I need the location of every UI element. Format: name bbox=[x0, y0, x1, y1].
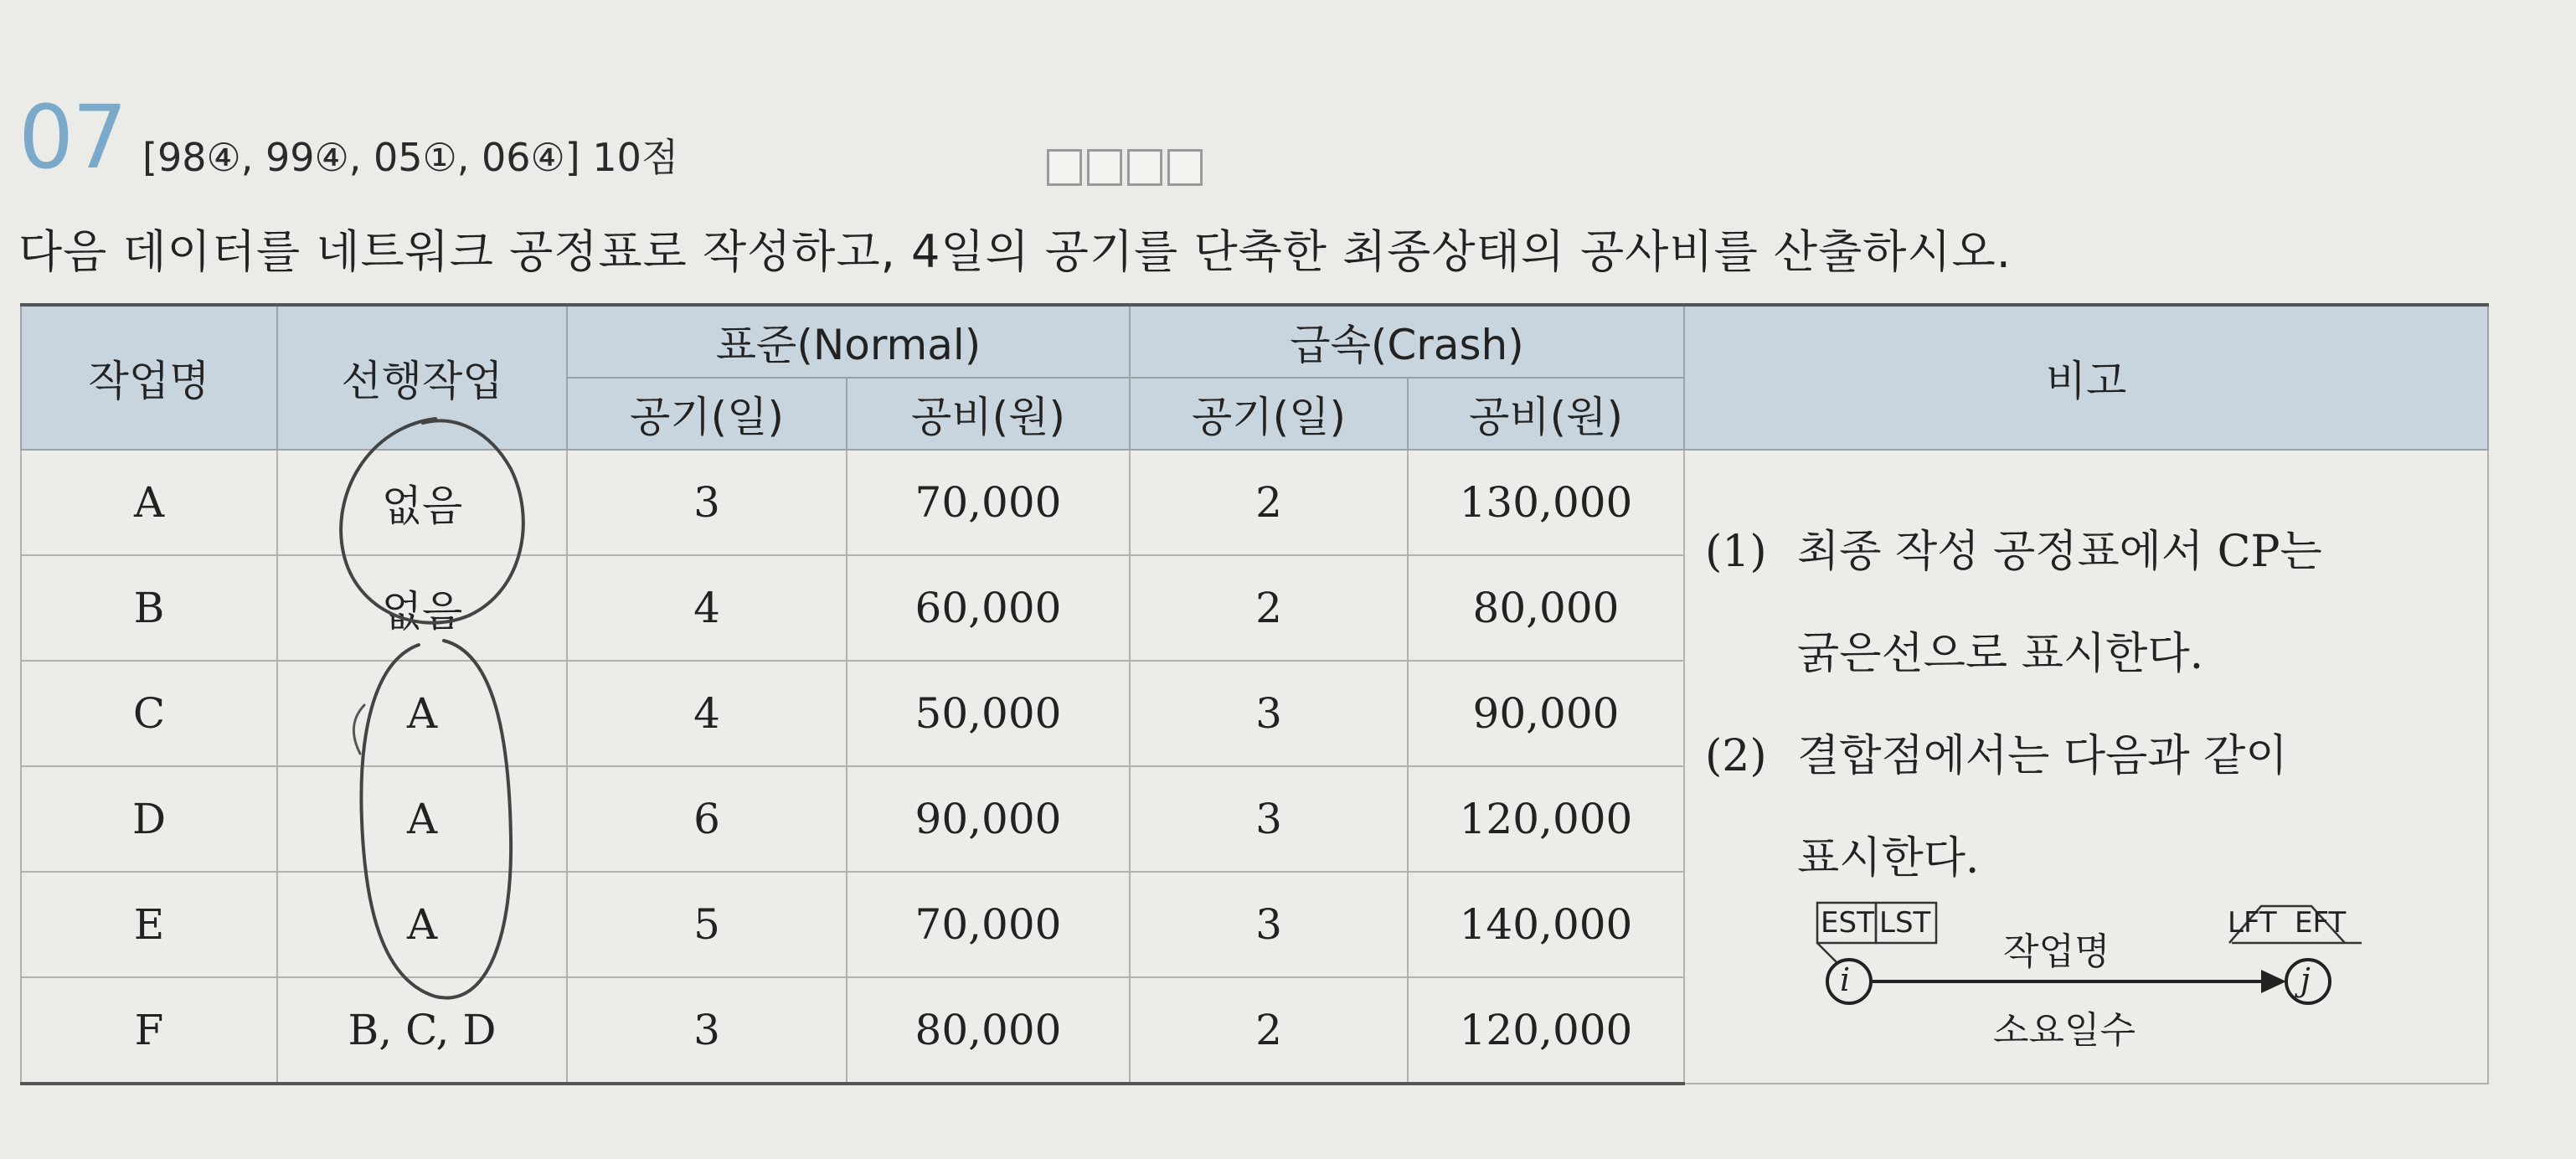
crash-cost-cell: 120,000 bbox=[1408, 977, 1684, 1084]
task-cell: A bbox=[21, 450, 277, 555]
crash-duration-cell: 3 bbox=[1130, 661, 1408, 766]
crash-duration-cell: 2 bbox=[1130, 977, 1408, 1084]
remark-number: (1) bbox=[1705, 527, 1767, 577]
remark-item bbox=[1705, 705, 2476, 807]
predecessor-cell: A bbox=[277, 872, 567, 977]
lst-label: LST bbox=[1879, 906, 1931, 940]
question-number: 07 bbox=[18, 86, 126, 188]
normal-cost-cell: 90,000 bbox=[847, 766, 1130, 872]
crash-cost-cell: 120,000 bbox=[1408, 766, 1684, 872]
node-notation-diagram bbox=[1708, 886, 2347, 1087]
task-cell: B bbox=[21, 555, 277, 661]
crash-duration-cell: 2 bbox=[1130, 555, 1408, 661]
remarks-list bbox=[1705, 501, 2476, 909]
header-crash-cost: 공비(원) bbox=[1408, 378, 1684, 450]
table-row bbox=[21, 450, 2488, 555]
header-crash: 급속(Crash) bbox=[1130, 305, 1684, 378]
activity-name-label: 작업명 bbox=[2003, 930, 2110, 973]
header-crash-duration: 공기(일) bbox=[1130, 378, 1408, 450]
review-checkbox[interactable] bbox=[1047, 149, 1082, 186]
notation-graphic bbox=[1708, 886, 2211, 1087]
crash-duration-cell: 2 bbox=[1130, 450, 1408, 555]
header-task: 작업명 bbox=[21, 305, 277, 450]
duration-label: 소요일수 bbox=[1993, 1009, 2136, 1052]
header-predecessor: 선행작업 bbox=[277, 305, 567, 450]
normal-cost-cell: 50,000 bbox=[847, 661, 1130, 766]
remark-text: 결합점에서는 다음과 같이 bbox=[1797, 731, 2288, 781]
task-cell: F bbox=[21, 977, 277, 1084]
normal-duration-cell: 3 bbox=[567, 450, 847, 555]
crash-duration-cell: 3 bbox=[1130, 766, 1408, 872]
predecessor-cell: 없음 bbox=[277, 555, 567, 661]
table-header-row bbox=[21, 305, 2488, 378]
eft-label: EFT bbox=[2295, 906, 2347, 940]
normal-cost-cell: 60,000 bbox=[847, 555, 1130, 661]
remark-number: (2) bbox=[1705, 731, 1767, 781]
remark-item bbox=[1705, 501, 2476, 603]
crash-duration-cell: 3 bbox=[1130, 872, 1408, 977]
normal-duration-cell: 5 bbox=[567, 872, 847, 977]
remark-text: 표시한다. bbox=[1797, 833, 1980, 883]
remark-text: 굵은선으로 표시한다. bbox=[1797, 629, 2204, 679]
header-remarks: 비고 bbox=[1684, 305, 2488, 450]
normal-duration-cell: 4 bbox=[567, 555, 847, 661]
node-i-label: i bbox=[1840, 961, 1851, 998]
arrow-head-icon bbox=[2261, 970, 2286, 993]
task-cell: C bbox=[21, 661, 277, 766]
header-normal: 표준(Normal) bbox=[567, 305, 1130, 378]
crash-cost-cell: 130,000 bbox=[1408, 450, 1684, 555]
review-checkbox[interactable] bbox=[1127, 149, 1162, 186]
remark-text: 최종 작성 공정표에서 CP는 bbox=[1797, 527, 2322, 577]
lft-label: LFT bbox=[2228, 906, 2277, 940]
predecessor-cell: B, C, D bbox=[277, 977, 567, 1084]
normal-duration-cell: 3 bbox=[567, 977, 847, 1084]
review-checkbox[interactable] bbox=[1087, 149, 1122, 186]
normal-cost-cell: 70,000 bbox=[847, 872, 1130, 977]
activity-table bbox=[20, 303, 2489, 1085]
crash-cost-cell: 90,000 bbox=[1408, 661, 1684, 766]
predecessor-cell: A bbox=[277, 766, 567, 872]
remarks-cell bbox=[1684, 450, 2488, 1084]
question-tags: [98④, 99④, 05①, 06④] 10점 bbox=[142, 135, 679, 180]
question-instruction: 다음 데이터를 네트워크 공정표로 작성하고, 4일의 공기를 단축한 최종상태의 공사비를 산출하시오. bbox=[18, 225, 2012, 278]
review-checkbox[interactable] bbox=[1167, 149, 1203, 186]
normal-duration-cell: 4 bbox=[567, 661, 847, 766]
header-normal-duration: 공기(일) bbox=[567, 378, 847, 450]
header-normal-cost: 공비(원) bbox=[847, 378, 1130, 450]
normal-duration-cell: 6 bbox=[567, 766, 847, 872]
remark-item bbox=[1705, 603, 2476, 705]
predecessor-cell: A bbox=[277, 661, 567, 766]
review-checkboxes bbox=[1047, 149, 1203, 186]
crash-cost-cell: 80,000 bbox=[1408, 555, 1684, 661]
predecessor-cell: 없음 bbox=[277, 450, 567, 555]
node-j-label: j bbox=[2300, 961, 2311, 998]
crash-cost-cell: 140,000 bbox=[1408, 872, 1684, 977]
normal-cost-cell: 80,000 bbox=[847, 977, 1130, 1084]
normal-cost-cell: 70,000 bbox=[847, 450, 1130, 555]
est-label: EST bbox=[1821, 906, 1874, 940]
task-cell: E bbox=[21, 872, 277, 977]
task-cell: D bbox=[21, 766, 277, 872]
